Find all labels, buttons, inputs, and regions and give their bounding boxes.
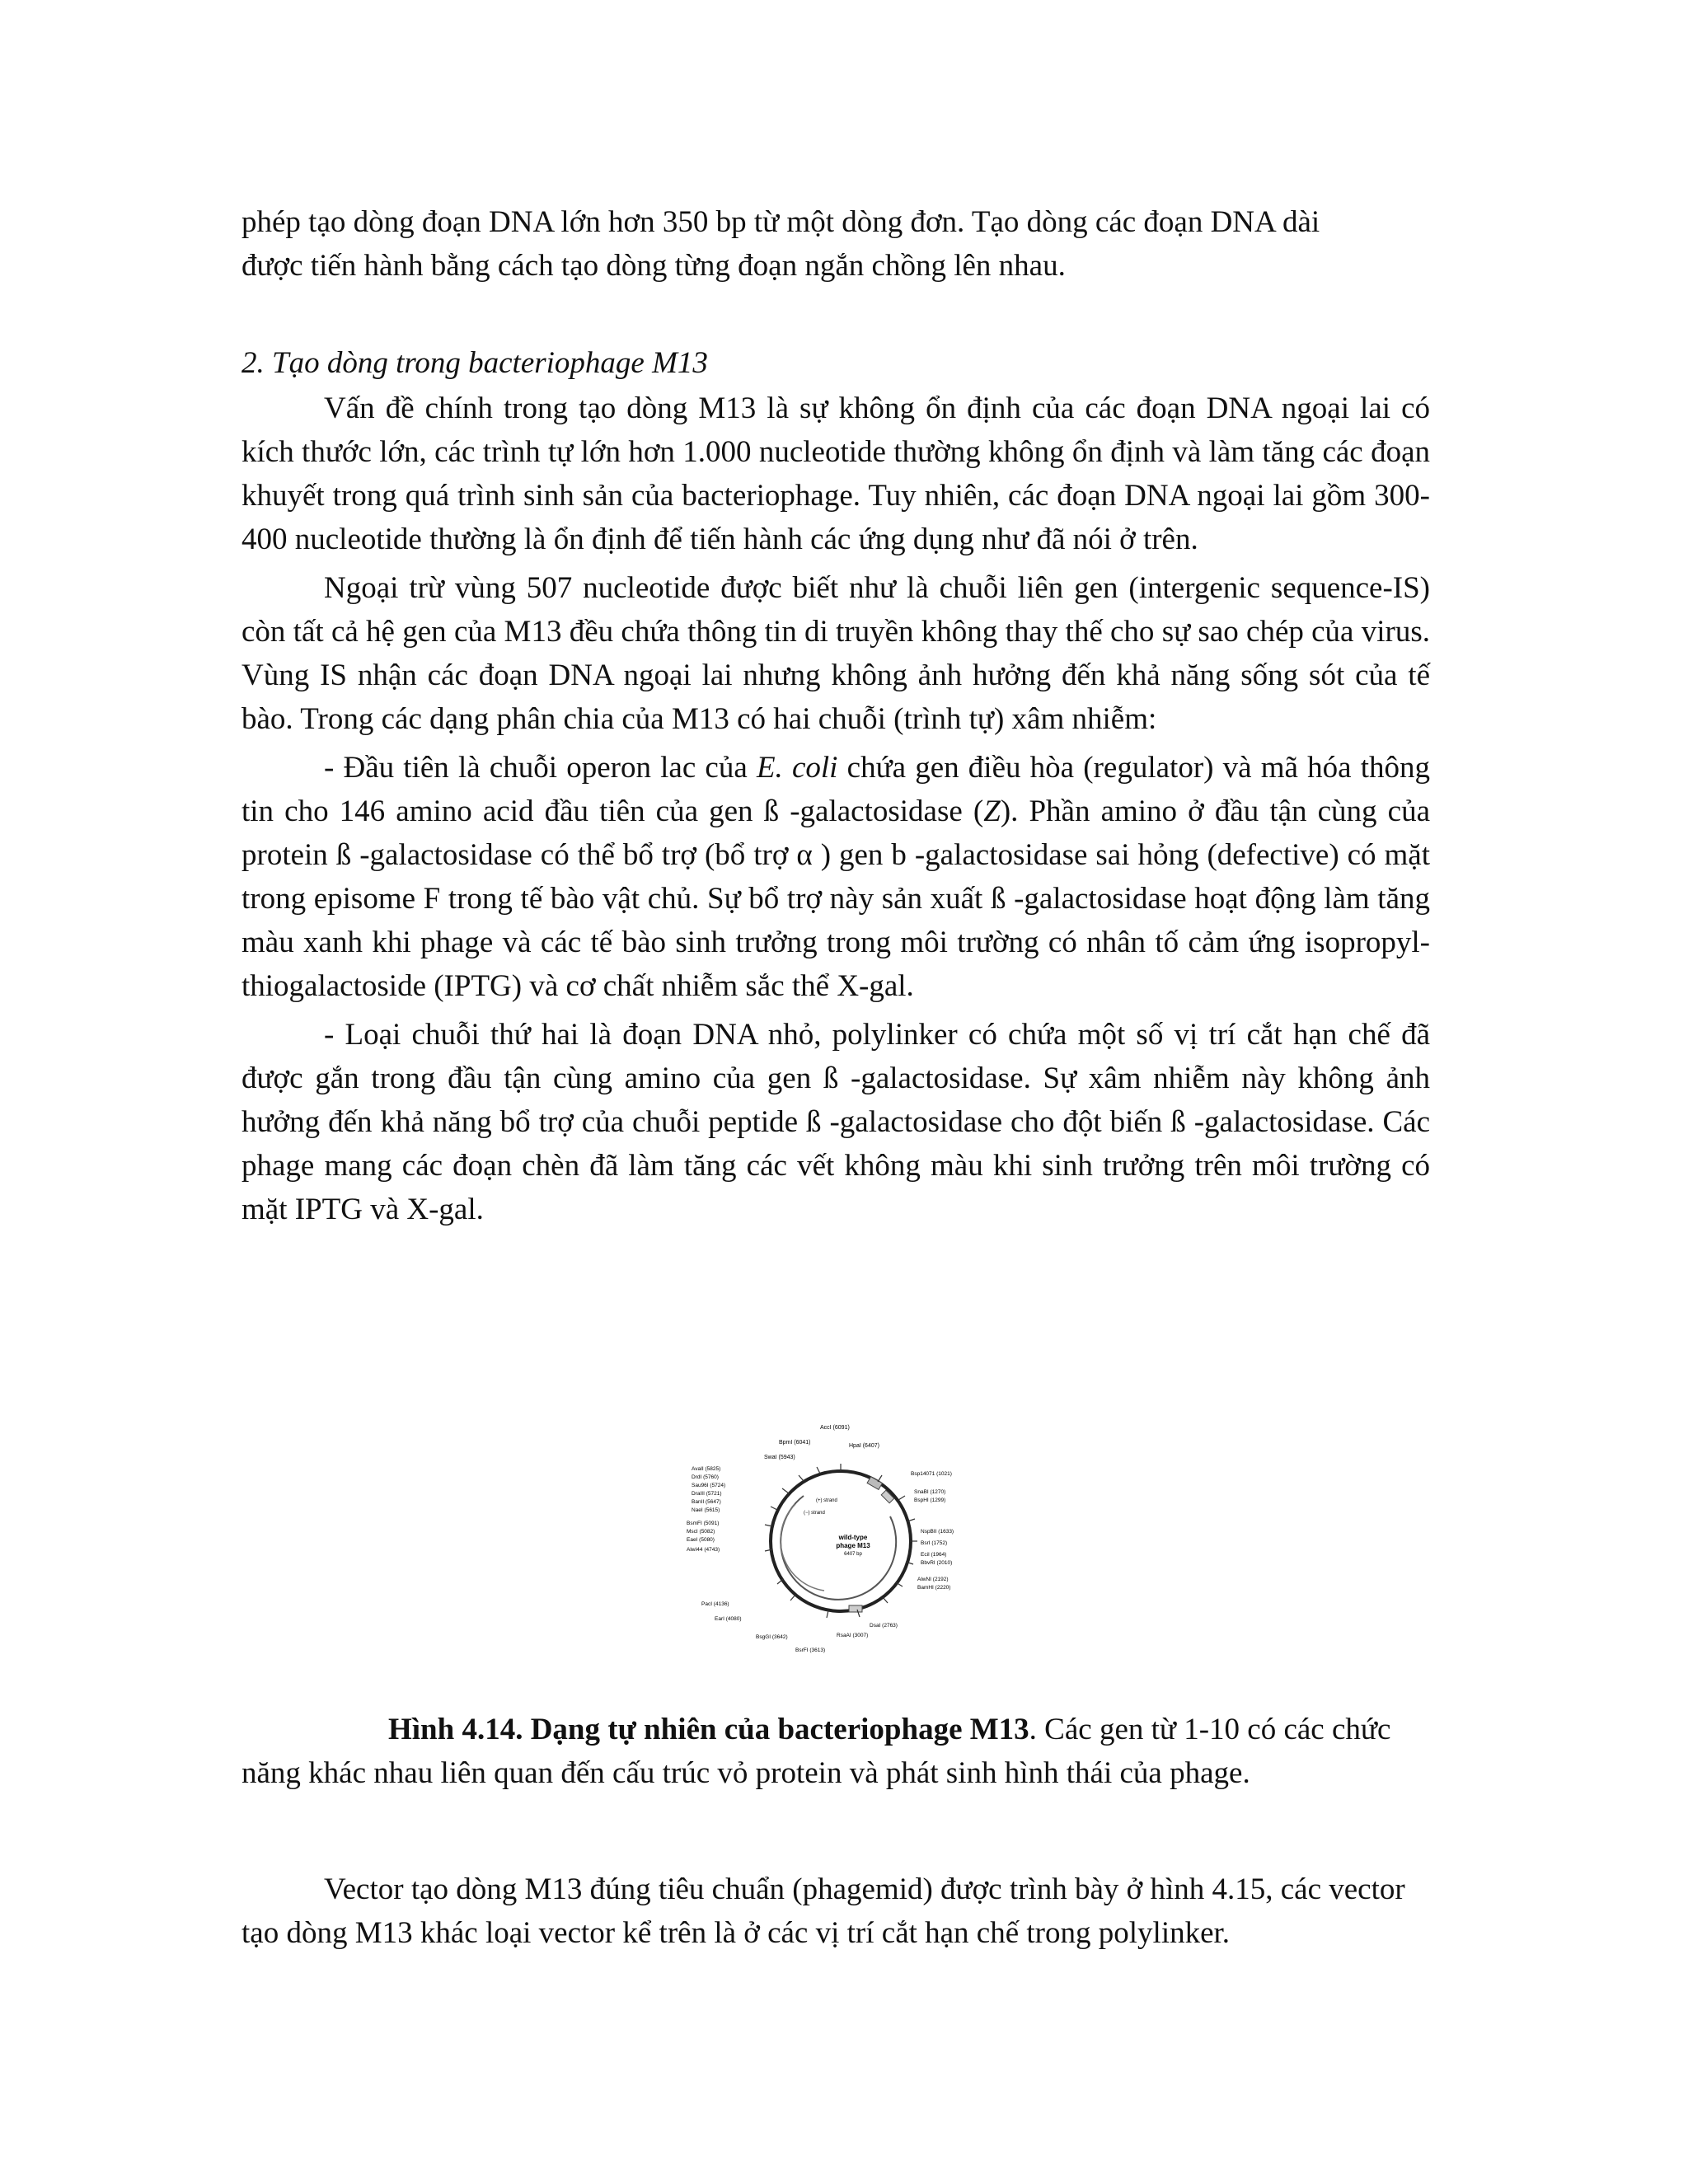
site-label-left-3: Sau96I (5724) bbox=[692, 1483, 726, 1488]
site-label-left-10: AlwI44 (4743) bbox=[687, 1547, 720, 1553]
paragraph-3-part-a: - Đầu tiên là chuỗi operon lac của bbox=[324, 751, 757, 785]
genome-circle bbox=[771, 1471, 911, 1611]
phage-m13-map bbox=[680, 1418, 1001, 1657]
strand-plus-label: (+) strand bbox=[816, 1498, 837, 1503]
site-label-left-6: NaeI (5615) bbox=[692, 1507, 720, 1513]
site-label-right-2: SnaBI (1270) bbox=[914, 1489, 946, 1495]
paragraph-3-part-c: ). Phần amino ở đầu tận cùng của protein ß -galactosidase có thể bổ trợ (bổ trợ α ) gen b -galactosidase sai hỏng (defective) có mặt trong episome F trong tế bào vật chủ. Sự bổ trợ này sản xuất ß -galactosidase hoạt động làm tăng màu xanh khi phage và các tế bào sinh trưởng trong môi trường có nhân tố cảm ứng isopropyl-thiogalactoside (IPTG) và cơ chất nhiễm sắc thể X-gal. bbox=[241, 794, 1431, 1003]
paragraph-3-species: E. coli bbox=[756, 751, 838, 785]
site-label-left-5: BanII (5647) bbox=[692, 1499, 721, 1505]
site-label-top-2: BpmI (6041) bbox=[779, 1440, 811, 1446]
gene-block-3 bbox=[849, 1605, 862, 1612]
site-label-bottom-5: RsaAI (3007) bbox=[837, 1633, 869, 1638]
site-label-left-7: BsmFI (5091) bbox=[687, 1521, 720, 1526]
outro-paragraph: Vector tạo dòng M13 đúng tiêu chuẩn (phagemid) được trình bày ở hình 4.15, các vector tạo dòng M13 khác loại vector kể trên là ở các vị trí cắt hạn chế trong polylinker. bbox=[241, 1872, 1405, 1950]
paragraph-3-part-b: chứa gen điều hòa (regulator) và mã hóa thông tin cho 146 amino acid đầu tiên của gen ß -galactosidase ( bbox=[241, 751, 1430, 828]
site-label-bottom-1: PacI (4136) bbox=[701, 1601, 729, 1607]
center-label-2: phage M13 bbox=[836, 1542, 870, 1549]
paragraph-3-gene: Z bbox=[983, 794, 1001, 828]
site-label-right-5: BsrI (1752) bbox=[921, 1540, 948, 1546]
phage-m13-map-figure bbox=[680, 1418, 1001, 1657]
paragraph-4: - Loại chuỗi thứ hai là đoạn DNA nhỏ, polylinker có chứa một số vị trí cắt hạn chế đã được gắn trong đầu tận cùng amino của gen ß -galactosidase. Sự xâm nhiễm này không ảnh hưởng đến khả năng bổ trợ của chuỗi peptide ß -galactosidase cho đột biến ß -galactosidase. Các phage mang các đoạn chèn đã làm tăng các vết không màu khi sinh trưởng trên môi trường có mặt IPTG và X-gal. bbox=[241, 1018, 1430, 1226]
site-label-right-8: AlwNI (2192) bbox=[917, 1577, 949, 1582]
intro-block bbox=[241, 200, 1430, 288]
site-label-left-8: MscI (5082) bbox=[687, 1529, 715, 1535]
caption-title: Hình 4.14. Dạng tự nhiên của bacteriophage M13 bbox=[388, 1713, 1029, 1746]
site-label-right-7: BbvRI (2010) bbox=[921, 1560, 953, 1566]
site-label-bottom-6: DsaI (2763) bbox=[870, 1623, 898, 1629]
section-heading: 2. Tạo dòng trong bacteriophage M13 bbox=[241, 346, 708, 380]
site-label-right-6: EciI (1964) bbox=[921, 1552, 947, 1558]
site-label-right-9: BamHI (2220) bbox=[917, 1585, 951, 1591]
strand-minus-label: (−) strand bbox=[804, 1511, 825, 1516]
center-label-1: wild-type bbox=[838, 1534, 868, 1541]
paragraph-2: Ngoại trừ vùng 507 nucleotide được biết như là chuỗi liên gen (intergenic sequence-IS) còn tất cả hệ gen của M13 đều chứa thông tin di truyền không thay thế cho sự sao chép của virus. Vùng IS nhận các đoạn DNA ngoại lai nhưng không ảnh hưởng đến khả năng sống sót của tế bào. Trong các dạng phân chia của M13 có hai chuỗi (trình tự) xâm nhiễm: bbox=[241, 571, 1430, 736]
site-label-right-1: Bsp14071 (1021) bbox=[911, 1471, 952, 1477]
site-label-bottom-4: BsrFI (3613) bbox=[795, 1647, 826, 1653]
section-block bbox=[241, 341, 1430, 1231]
site-label-left-9: EaeI (5080) bbox=[687, 1537, 715, 1543]
intro-line-1: phép tạo dòng đoạn DNA lớn hơn 350 bp từ một dòng đơn. Tạo dòng các đoạn DNA dài bbox=[241, 205, 1320, 239]
site-label-bottom-3: BsgGI (3642) bbox=[756, 1634, 788, 1640]
site-label-left-1: AvaII (5825) bbox=[692, 1466, 721, 1472]
figure-caption bbox=[241, 1708, 1430, 1795]
site-label-top-3: HpaI (6407) bbox=[849, 1443, 879, 1449]
site-label-left-2: DrdI (5760) bbox=[692, 1474, 719, 1480]
paragraph-3 bbox=[241, 746, 1430, 1008]
paragraph-1: Vấn đề chính trong tạo dòng M13 là sự không ổn định của các đoạn DNA ngoại lai có kích thước lớn, các trình tự lớn hơn 1.000 nucleotide thường không ổn định và làm tăng các đoạn khuyết trong quá trình sinh sản của bacteriophage. Tuy nhiên, các đoạn DNA ngoại lai gồm 300-400 nucleotide thường là ổn định để tiến hành các ứng dụng như đã nói ở trên. bbox=[241, 391, 1430, 556]
caption-text bbox=[241, 1708, 1430, 1795]
caption-body: . Các gen từ 1-10 có các chức năng khác nhau liên quan đến cấu trúc vỏ protein và phát sinh hình thái của phage. bbox=[241, 1713, 1391, 1790]
site-label-top-1: AccI (6091) bbox=[820, 1425, 850, 1431]
site-label-top-4: SwaI (5943) bbox=[764, 1455, 795, 1460]
site-label-right-4: NspBII (1633) bbox=[921, 1529, 954, 1535]
inner-arc-2 bbox=[781, 1504, 824, 1591]
site-label-right-3: BspHI (1299) bbox=[914, 1497, 946, 1503]
outro-block bbox=[241, 1868, 1430, 1955]
intro-line-2: được tiến hành bằng cách tạo dòng từng đoạn ngắn chồng lên nhau. bbox=[241, 249, 1066, 283]
site-label-left-4: DraIII (5721) bbox=[692, 1491, 722, 1497]
site-label-bottom-2: EarI (4080) bbox=[715, 1616, 742, 1622]
center-label-3: 6407 bp bbox=[844, 1552, 862, 1557]
